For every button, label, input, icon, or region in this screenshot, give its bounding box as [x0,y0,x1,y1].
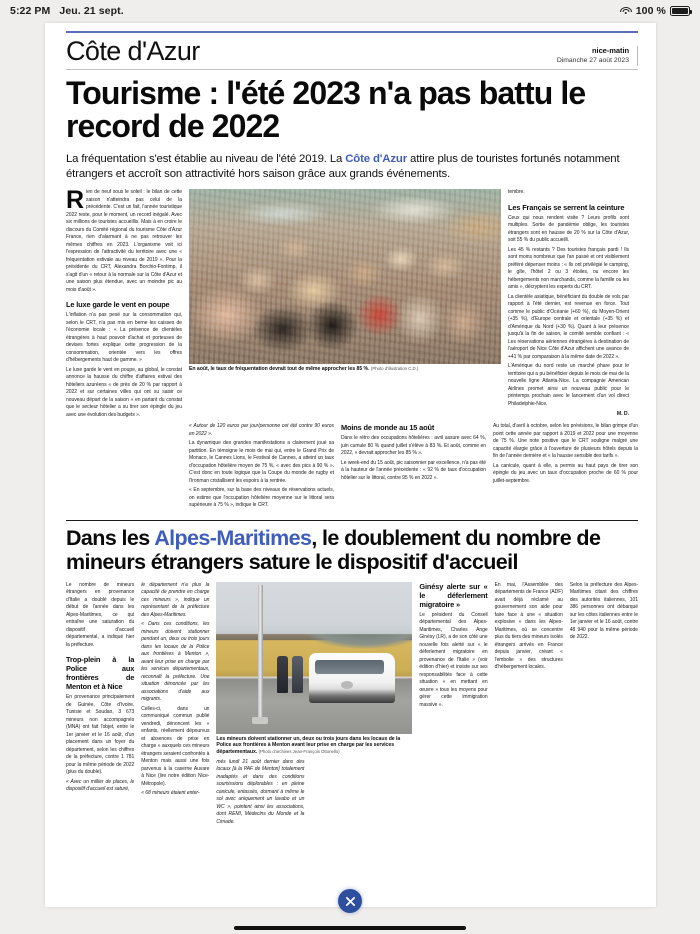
article2-column-3 [216,759,304,829]
article1-c2-p2: La dynamique des grandes manifestations a clairement joué sa partition. En témoigne le mois de mai qui, entre le Grand Prix de Monaco, le Cannes Lions, le Festival de Cannes, a atteint un taux d'occupation hôtelière moyen de 75 %, « avec des pics à 90 % ». C'est donc en toute logique que la Coupe du monde de rugby et l'Ironman cristallisent les espoirs à la rentrée. [189,440,334,484]
article2-column-3b [311,759,399,829]
article2-c1-p3: « Avec un millier de places, le dispositif d'accueil est saturé, [66,778,135,793]
page-title: Côte d'Azur [66,36,200,67]
article1-subheading-aout: Moins de monde au 15 août [341,423,435,433]
article1-caption-text: En août, le taux de fréquentation devrait tout de même approcher les 85 %. [189,366,370,373]
article1-c3-p1: Dans le rétro des occupations hôtelières : avril assure avec 64 %, juin cumule 80 % quand juillet s'élève à 83 %. Et août, comme en 2022, « devrait approcher les 85 % ». [341,435,486,457]
close-button[interactable] [338,889,362,913]
article1-c5-tail: tembre. [508,189,525,196]
article1-right-block [189,189,638,511]
article1-subhead-part1: La fréquentation s'est établie au niveau de l'été 2019. La [66,153,346,166]
border-police-van-photo [216,582,412,734]
article2-c2-p3: Celles-ci, dans un communiqué commun publié vendredi, dénoncent les « enfants, réellement dépourvus et absences de prise en charge » auxquels ces mineurs étrangers seraient confrontés à Menton mais aussi une fois parvenus à la caserne Auvare à Nice (lire notre édition Nice-Métropole). [141,705,210,787]
status-bar [0,0,700,22]
person-figure-2 [292,656,303,692]
lamp-post [258,585,263,719]
article2-c5-p1: En mai, l'Assemblée des départements de France (ADF) avait déjà réclamé au gouvernement son aide pour faire face à une « situation explosive » dans les Alpes-Maritimes, où se concentre plus du tiers des mineurs isolés étrangers arrivés en France depuis janvier, créant « l'embolie » des structures d'hébergement locales. [494,581,563,671]
article2-columns [66,582,638,829]
article1-column-3 [341,423,486,512]
article2-column-4 [419,582,487,829]
article1-subhead-link[interactable]: Côte d'Azur [345,153,408,166]
article1-byline: M. D. [616,411,629,418]
article2-column-5 [495,582,563,829]
article1-c5-p4: L'Amérique du nord reste un marché phare pour le territoire qui a pu bénéficier depuis le mois de mai de la nouvelle ligne Atlanta-Nice. La compagnie American Airlines promet ainsi un nouveau public pour le printemps prochain avec le lancement d'un vol direct Philadelphie-Nice. [508,363,629,407]
article1-subheading-luxe: Le luxe garde le vent en poupe [66,300,170,310]
article1-c4-p1: Au total, d'avril à octobre, selon les prévisions, le bilan grimpe d'un point cette année par rapport à 2019 et 2022 pour une moyenne de 75 %. Une note positive que le CRT souligne malgré une capacité élargie grâce à l'ouverture de plusieurs hôtels depuis la fin de l'année dernière et « la hausse sensible des tarifs ». [493,423,638,460]
article1-headline: Tourisme : l'été 2023 n'a pas battu le record de 2022 [66,74,586,144]
article1-subheading-francais: Les Français se serrent la ceinture [508,202,625,212]
publication-logo: nice-matin [592,46,629,56]
article1-c1-p3: Le luxe garde le vent en poupe, au global, le constat annonce la hausse du chiffre d'affaires estival des hôteliers azuréens « de près de 20 % par rapport à 2022 et sur certaines villes qui ont su saisir ce nouveau départ de la saison « en partant du constat que le secteur hôtelier a su tirer son épingle du jeu avec une évolution des budgets ». [66,366,182,418]
article2-headline-part1: Dans les [66,526,155,551]
battery-percent-label: 100 % [635,5,666,17]
article1-c4-p2: La canicule, quant à elle, a permis au haut pays de tirer son épingle du jeu avec un taux d'occupation proche de 60 % pour juillet-septembre. [493,462,638,484]
article-separator [66,520,638,522]
article1-subhead [66,152,638,182]
article2-c2-p4: « 68 mineurs étaient enter- [141,790,200,797]
article1-photo-caption [189,364,501,373]
edition-date: Dimanche 27 août 2023 [556,57,629,65]
article2-caption-text: Les mineurs doivent stationner un, deux ou trois jours dans les locaux de la Police aux frontières à Menton avant leur prise en charge par les services départementaux. [216,735,401,756]
article2-column-6 [570,582,638,829]
article1-photo-credit: (Photo d'illustration C.D.) [370,366,419,372]
article2-c2-p2: « Dans ces conditions, les mineurs doivent stationner pendant un, deux ou trois jours dans les locaux de la Police aux frontières à Menton », avant leur prise en charge par les services départementaux, reconnaît la préfecture. Une situation dénoncée par les associations d'aide aux migrants. [141,621,210,703]
article2-c4-p1: Le président du Conseil départemental des Alpes-Maritimes, Charles Ange Ginésy (LR), a de son côté une nouvelle fois alerté sur « le déferlement migratoire en provenance de l'Italie » (voir édition d'hier) et insiste sur ses responsabilités face à cette situation « en mettant en œuvre » tous les moyens pour gérer cette immigration massive ». [419,611,488,708]
article2-photo-credit: (Photo d'archives Jean-François Ottonello) [258,749,340,755]
article2-c1-p1: Le nombre de mineurs étrangers en provenance d'Italie a doublé depuis le début de l'année dans les Alpes-Maritimes, ce qui entraîne une saturation du dispositif d'accueil départemental, a indiqué hier la préfecture. [66,581,135,648]
wifi-icon [620,7,632,16]
battery-full-icon [670,6,690,16]
article1-column-1 [66,186,182,511]
masthead-publication-block [557,46,638,65]
status-date: Jeu. 21 sept. [59,5,124,17]
article2-photo [216,582,412,734]
article1-lower-columns [189,423,638,512]
article1-c5-p3: La clientèle asiatique, bénéficiant du double de vols par rapport à l'été dernier, est revenue en force. Tout comme le public d'Océanie (+60 %), du Moyen-Orient (+35 %), d'Europe centrale et orientale (+35 %) et d'Amérique du Nord (+30 %). Quant à leur présence jusqu'à la fin de saison, le comité semble confiant : « Les réservations aériennes étrangères à destination de l'aéroport de Nice Côte d'Azur affichent une avance de +41 % par comparaison à la même date de 2022 ». [508,293,629,360]
article2-column-1 [66,582,134,829]
article1-subhead-part2: attire plus de touristes fortunés notamment étrangers et accroît son attractivité hors saison grâce aux grands événements. [66,153,620,181]
article1-c2-p1: « Autour de 120 euros par jour/personne cet été contre 90 euros en 2022 ». [189,423,334,437]
masthead [66,33,638,68]
article1-column-4 [493,423,638,512]
article2-subheading-ginesy: Ginésy alerte sur « le déferlement migratoire » [419,581,488,609]
article1-photo [189,189,501,364]
article2-headline-part2: , le doublement du nombre de mineurs étrangers sature le dispositif d'accueil [66,526,601,574]
white-van [309,653,395,703]
article2-column-2 [141,582,209,829]
home-indicator[interactable] [234,926,466,930]
status-indicators [620,5,690,17]
article1-column-2 [189,423,334,512]
status-time: 5:22 PM [10,5,51,17]
article2-c2-p1: le département n'a plus la capacité de prendre en charge ces mineurs », indique un représentant de la préfecture des Alpes-Maritimes. [141,581,210,618]
article2-subheading-police: Trop-plein à la Police aux frontières de Menton et à Nice [66,655,135,692]
article2-headline-link[interactable]: Alpes-Maritimes [154,526,312,551]
article1-c3-p2: Le week-end du 15 août, pic saisonnier par excellence, n'a pas été à la hauteur de l'année précédente : « 92 % de taux d'occupation hôtelier sur le littoral, contre 95 % en 2022 ». [341,459,486,481]
article2-c3-p1: més lundi 21 août dernier dans des locaux [à la PAF de Menton] totalement inadaptés et dans des conditions soumissions déplorables : en pleine canicule, entassés, dormant à même le sol avec uniquement un lavabo et un WC », pointent ainsi les associations, dont REMI, Médecins du Monde et la Cimade. [216,758,305,825]
person-figure-1 [277,656,288,692]
article2-photo-block [216,582,412,829]
masthead-gray-rule [66,69,638,70]
article1-columns [66,186,638,511]
article1-c2-p3: « En septembre, sur la base des niveaux de réservations actuels, on estime que l'occupation hôtelière moyenne sur le littoral sera supérieure à 75 % », indique le CRT. [189,487,334,509]
crowd-market-photo [189,189,501,364]
newspaper-page[interactable] [45,23,656,907]
article1-c1-p2: L'inflation n'a pas pesé sur la consommation qui, selon le CRT, n'a pas mis en berne les caisses de l'économie locale : « La présence de clientèles étrangères à haut pouvoir d'achat et porteuses de devises fortes explique cette progression de la consommation, orientée vers les offres d'hébergements haut de gamme. » [66,312,182,364]
article2-c1-p2: En provenance principalement de Guinée, Côte d'Ivoire, Tunisie et Soudan, 3 673 mineurs non accompagnés (MNA) ont fait l'objet, entre le 1er janvier et le 16 août, d'un placement dans un foyer du département, selon les chiffres de la préfecture, contre 1 781 pour la même période de 2022 (plus du double). [66,694,135,776]
article1-column-5 [508,189,629,419]
article1-c5-p2: Les 45 % restants ? Des touristes français pardi ! Ils sont moins nombreux que l'an passé et ont visiblement préféré dépenser moins : « Ils ont privilégié le camping, le gîte, l'hôtel 2 ou 3 étoiles, ou encore les hébergements non marchands, comme la famille ou les amis », décryptent les experts du CRT. [508,246,629,291]
article2-headline [66,527,638,573]
article2-c6-p1: Selon la préfecture des Alpes-Maritimes citant des chiffres des autorités italiennes, 101 386 personnes ont débarqué sur les côtes italiennes entre le 1er janvier et le 16 août, contre 48 940 pour la même période de 2022. [569,581,639,641]
close-icon [345,896,356,907]
article2-photo-caption [216,734,412,756]
article1-lead-paragraph: Rien de neuf sous le soleil : le bilan de cette saison n'atteindra pas celui de la précédente. C'est un fait, l'année touristique 2022 reste, pour le moment, un record inégalé. Avec six millions de touristes accueillis. Mais à en croire le discours du Comité régional du tourisme Côte d'Azur France, rien d'alarmant à ne pas retrouver les mêmes chiffres en 2023. L'organisme voit ici l'expression de l'attractivité du territoire avec une « fréquentation estivale au niveau de 2019 ». Pour la présidente du CRT, Alexandra Borchio-Fontimp, il s'agit d'un « retour à la normale sur la Côte d'Azur et une saison plus étendue, avec un moindre pic au mois d'août ». [66,186,182,293]
article1-c5-p1: Ceux qui nous rendent visite ? Leurs profils sont multiples. Sortie de pandémie oblige, les touristes étrangers sont en hausse de 20 % sur la Côte d'Azur, soit 55 % du public accueilli. [508,214,629,244]
